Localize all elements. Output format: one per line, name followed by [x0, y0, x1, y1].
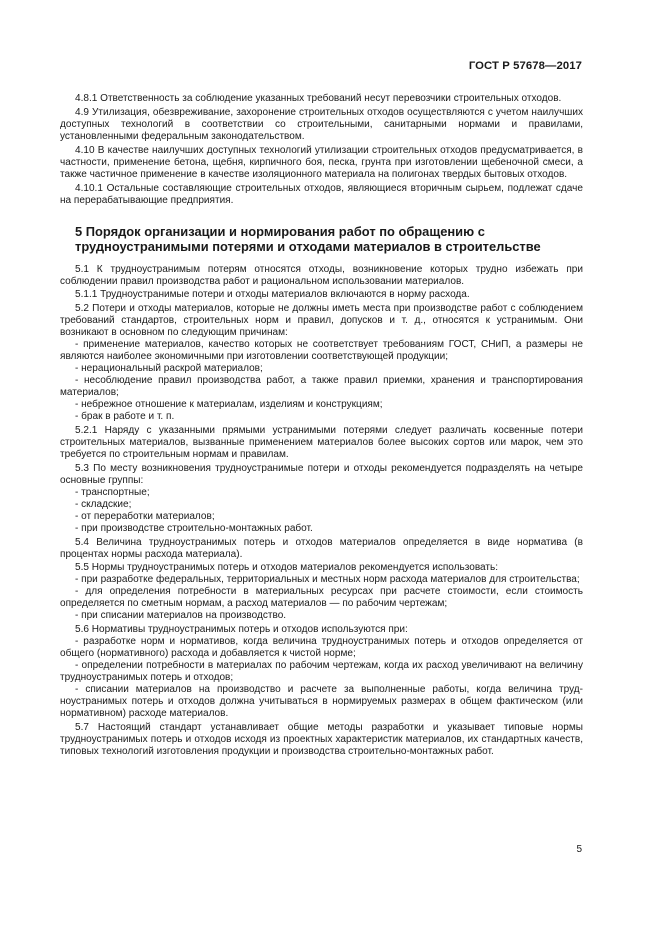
list-item: - нерациональный раскрой материалов; — [75, 363, 263, 375]
paragraph-4-9: 4.9 Утилизация, обезвреживание, захоронение строительных отходов осуществляются с учетом наилучших доступных технологий в соответствии со строительными, санитарными нормами и правилами, установленными федеральным законодательством. — [60, 106, 583, 142]
paragraph-4-8-1: 4.8.1 Ответственность за соблюдение указанных требований несут перевозчики строительных отходов. — [75, 93, 562, 104]
paragraph-5-6: 5.6 Нормативы трудноустранимых потерь и отходов используются при: — [75, 624, 408, 636]
page-number: 5 — [576, 844, 582, 855]
list-item: - небрежное отношение к материалам, изделиям и конструкциям; — [75, 399, 383, 411]
paragraph-5-2-1: 5.2.1 Наряду с указанными прямыми устранимыми потерями следует различать косвенные потери строительных материалов, вызванные применением материалов более высоких сортов или марок, чем это требуется по строительным нормам и правилам. — [60, 424, 583, 460]
list-item: - разработке норм и нормативов, когда величина трудноустранимых потерь и отходов определяется от общего (нормативного) расхода и добавляется к чистой норме; — [60, 636, 583, 660]
paragraph-5-5: 5.5 Нормы трудноустранимых потерь и отходов материалов рекомендуется использовать: — [75, 562, 499, 574]
list-item: - несоблюдение правил производства работ, а также правил приемки, хранения и транспортирования материалов; — [60, 375, 583, 399]
paragraph-5-3: 5.3 По месту возникновения трудноустранимые потери и отходы рекомендуется подразделять на четыре основные группы: — [60, 462, 583, 486]
list-item: - списании материалов на производство и расчете за выполненные работы, когда величина трудноустранимых потерь и отходов должна учитываться в нормируемых размерах в общем фактическом (или нормативном) расходе материалов. — [60, 683, 583, 719]
list-item: - транспортные; — [75, 486, 150, 498]
list-item: - применение материалов, качество которых не соответствует требованиям ГОСТ, СНиП, а размеры не являются наиболее экономичными при изготовлении соответствующей продукции; — [60, 339, 583, 363]
list-item: - для определения потребности в материальных ресурсах при расчете стоимости, если стоимость определяется по сметным нормам, а расход материалов — по рабочим чертежам; — [60, 586, 583, 610]
paragraph-5-7: 5.7 Настоящий стандарт устанавливает общие методы разработки и указывает типовые нормы трудноустранимых потерь и отходов исходя из проектных характеристик материалов, их стандартных качеств, типовых технологий изготовления продукции и производства строительно-монтажных работ. — [60, 721, 583, 757]
paragraph-5-2: 5.2 Потери и отходы материалов, которые не должны иметь места при производстве работ с соблюдением требований стандартов, строительных норм и правил, допусков и т. д., относятся к устранимым. Они возникают в основном по следующим причинам: — [60, 303, 583, 339]
paragraph-4-10-1: 4.10.1 Остальные составляющие строительных отходов, являющиеся вторичным сырьем, подлежат сдаче на перерабатывающие предприятия. — [60, 182, 583, 206]
list-item: - определении потребности в материалах по рабочим чертежам, когда их расход увеличивают на величину трудноустранимых потерь и отходов; — [60, 660, 583, 684]
list-item: - при разработке федеральных, территориальных и местных норм расхода материалов для строительства; — [75, 574, 580, 586]
paragraph-4-10: 4.10 В качестве наилучших доступных технологий утилизации строительных отходов предусматривается, в частности, применение бетона, щебня, кирпичного боя, песка, грунта при изготовлении щебеночной смеси, а также частичное применение в качестве изоляционного материала на полигонах твердых бытовых отходов. — [60, 144, 583, 180]
list-item: - складские; — [75, 498, 132, 510]
document-body — [60, 93, 583, 758]
section-5-heading: 5 Порядок организации и нормирования работ по обращению с трудноустранимыми потерями и отходами материалов в строительстве — [75, 223, 541, 255]
paragraph-5-1-1: 5.1.1 Трудноустранимые потери и отходы материалов включаются в норму расхода. — [75, 289, 470, 301]
list-item: - брак в работе и т. п. — [75, 411, 175, 423]
list-item: - при списании материалов на производство. — [75, 610, 287, 622]
paragraph-5-4: 5.4 Величина трудноустранимых потерь и отходов материалов определяется в виде норматива (в процентах нормы расхода материала). — [60, 536, 583, 560]
paragraph-5-1: 5.1 К трудноустранимым потерям относятся отходы, возникновение которых трудно избежать при соблюдении правил производства работ и рациональном использовании материалов. — [60, 263, 583, 287]
list-item: - при производстве строительно-монтажных работ. — [75, 522, 313, 534]
document-code-header: ГОСТ Р 57678—2017 — [468, 60, 582, 72]
list-item: - от переработки материалов; — [75, 510, 215, 522]
